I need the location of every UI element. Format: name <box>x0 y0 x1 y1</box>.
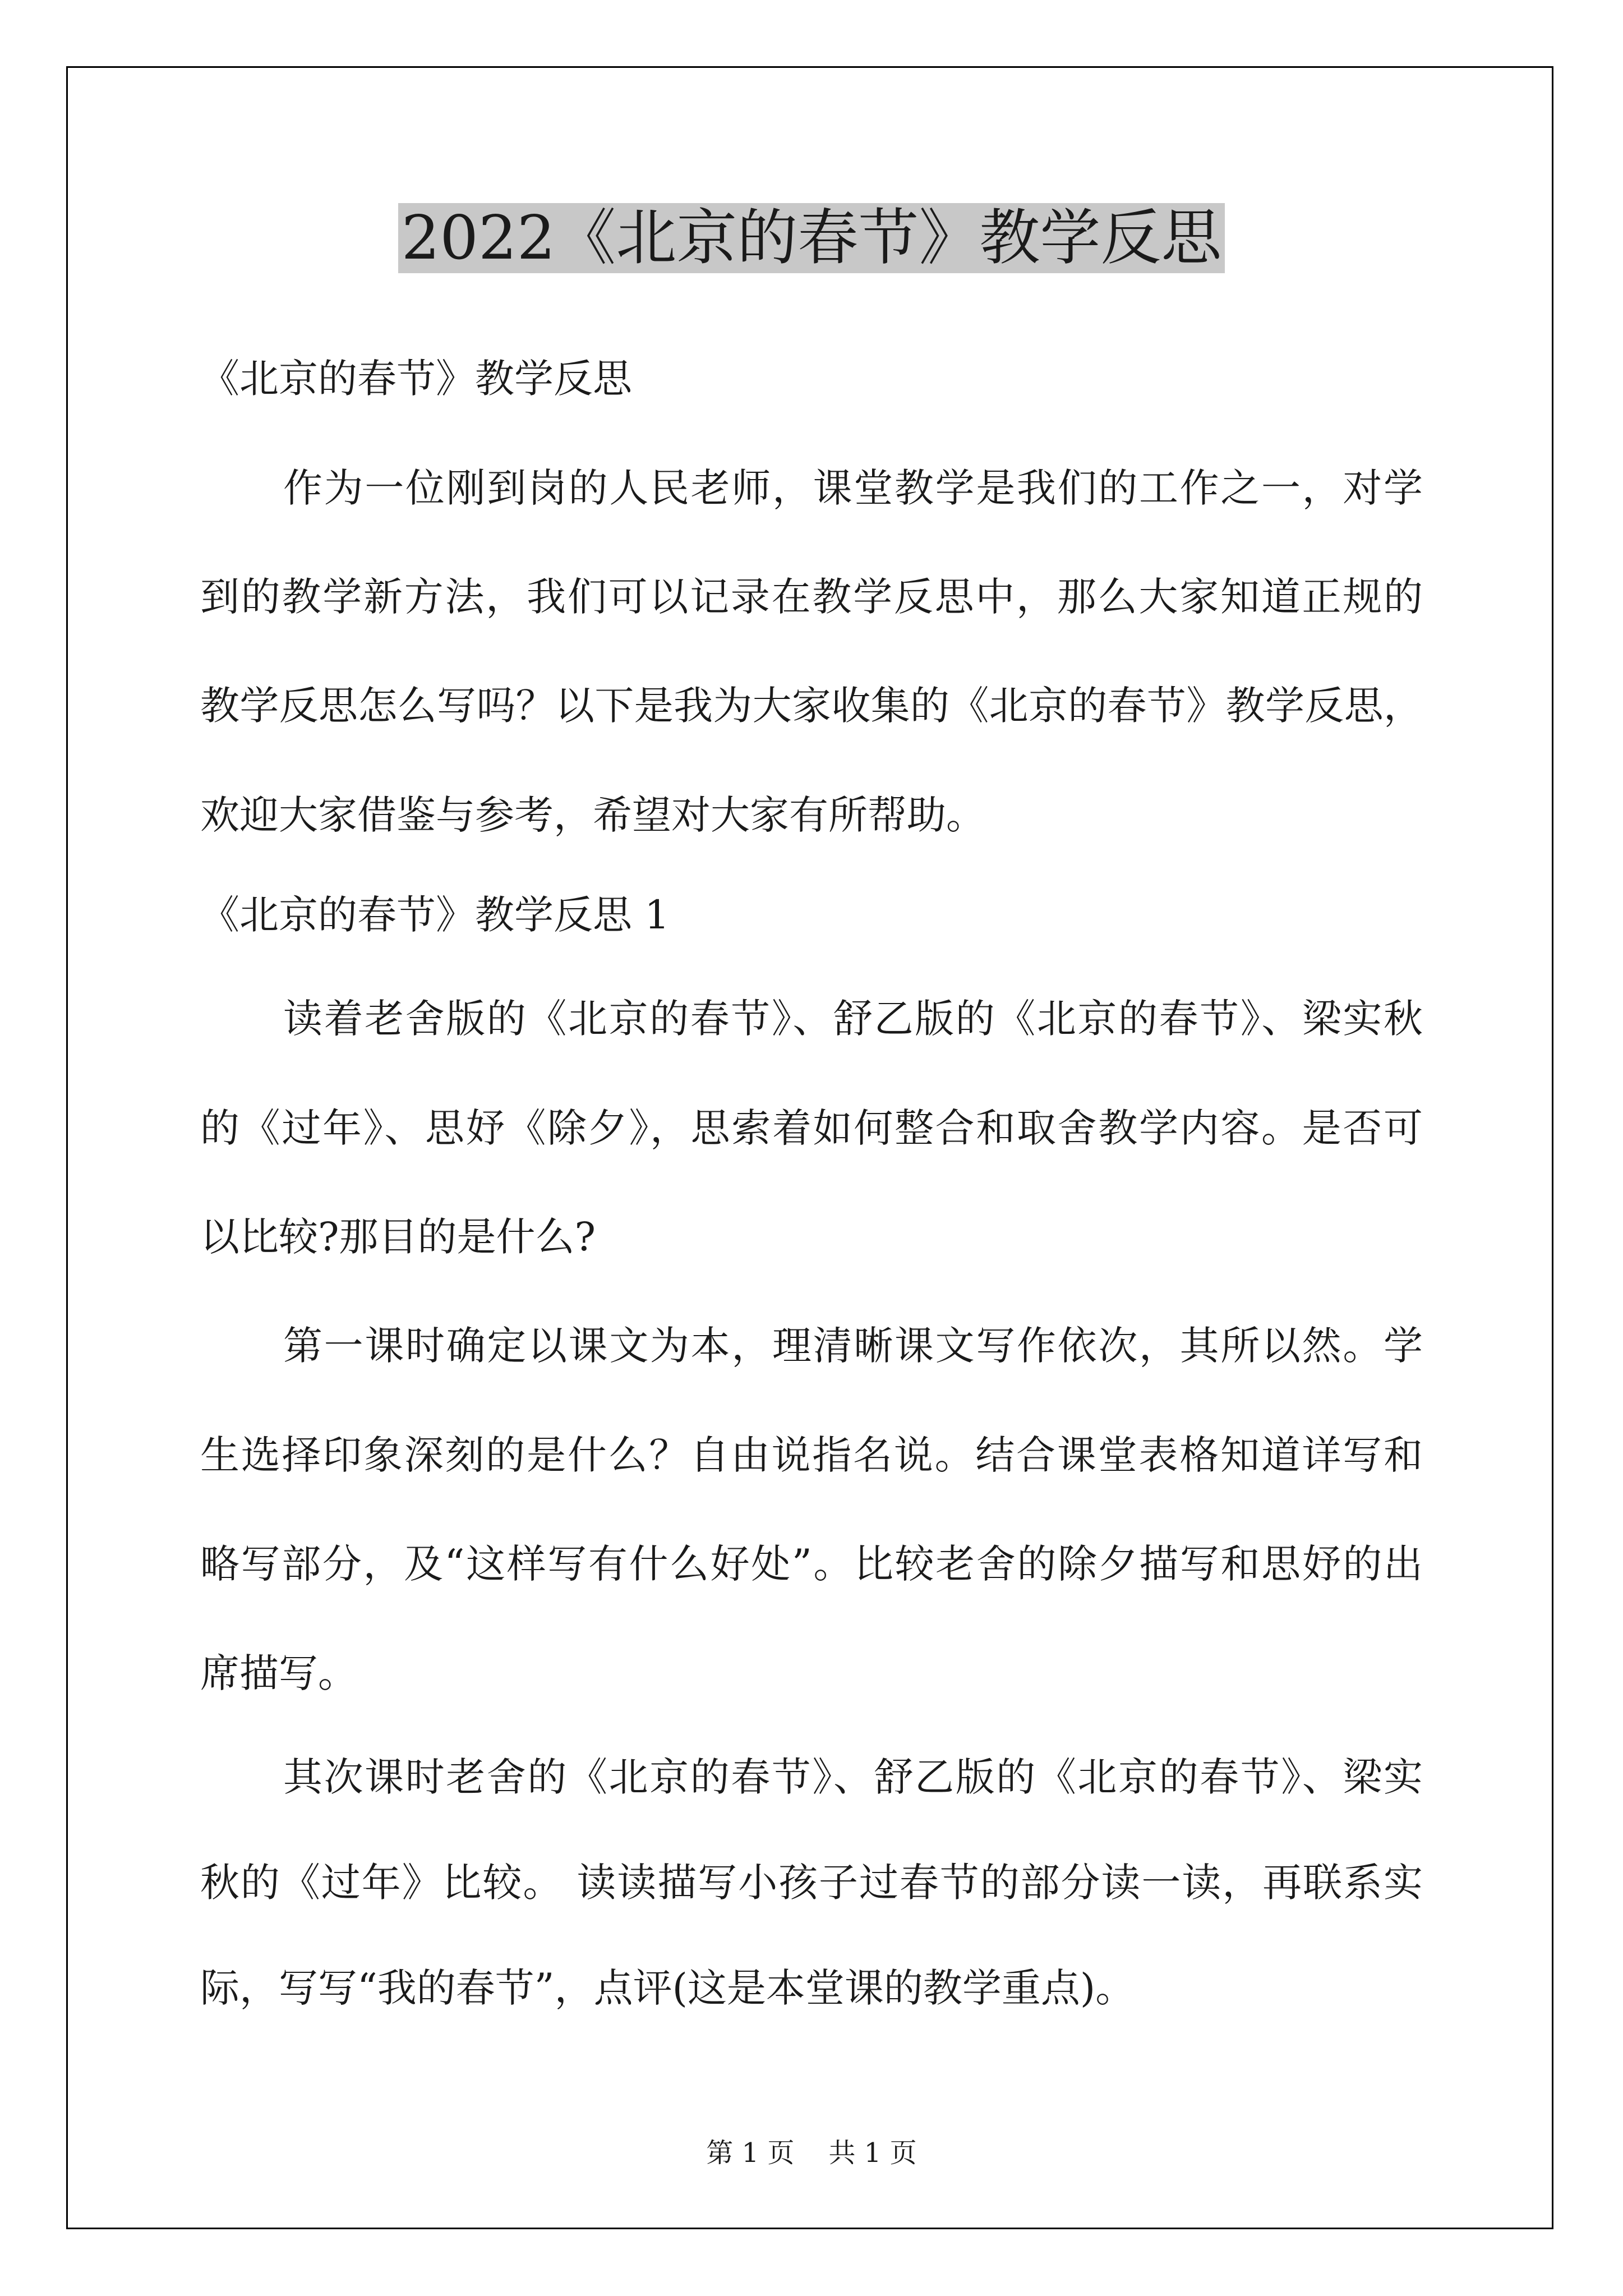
paragraph-line: 秋的《过年》比较。 读读描写小孩子过春节的部分读一读，再联系实 <box>200 1860 1423 1906</box>
paragraph-line: 生选择印象深刻的是什么？自由说指名说。结合课堂表格知道详写和 <box>200 1432 1423 1478</box>
intro-paragraph-line: 作为一位刚到岗的人民老师，课堂教学是我们的工作之一，对学 <box>283 465 1423 511</box>
paragraph-line: 其次课时老舍的《北京的春节》、舒乙版的《北京的春节》、梁实 <box>283 1754 1423 1800</box>
paragraph-line: 略写部分，及“这样写有什么好处”。比较老舍的除夕描写和思妤的出 <box>200 1541 1423 1587</box>
paragraph-line: 的《过年》、思妤《除夕》，思索着如何整合和取舍教学内容。是否可 <box>200 1105 1423 1151</box>
paragraph-line: 读着老舍版的《北京的春节》、舒乙版的《北京的春节》、梁实秋 <box>283 996 1423 1042</box>
paragraph-line: 际，写写“我的春节”，点评(这是本堂课的教学重点)。 <box>200 1965 1135 2011</box>
section-heading: 《北京的春节》教学反思 1 <box>200 892 670 938</box>
paragraph-line: 席描写。 <box>200 1650 357 1696</box>
page-number-footer: 第 1 页 共 1 页 <box>706 2137 917 2169</box>
intro-paragraph-line: 欢迎大家借鉴与参考，希望对大家有所帮助。 <box>200 792 985 838</box>
intro-heading: 《北京的春节》教学反思 <box>200 356 632 402</box>
document-title <box>0 199 1623 278</box>
paragraph-line: 以比较?那目的是什么? <box>200 1214 596 1260</box>
intro-paragraph-line: 教学反思怎么写吗？以下是我为大家收集的《北京的春节》教学反思， <box>200 683 1423 729</box>
intro-paragraph-line: 到的教学新方法，我们可以记录在教学反思中，那么大家知道正规的 <box>200 574 1423 620</box>
document-title-text: 2022《北京的春节》教学反思 <box>398 203 1225 273</box>
paragraph-line: 第一课时确定以课文为本，理清晰课文写作依次，其所以然。学 <box>283 1323 1423 1369</box>
